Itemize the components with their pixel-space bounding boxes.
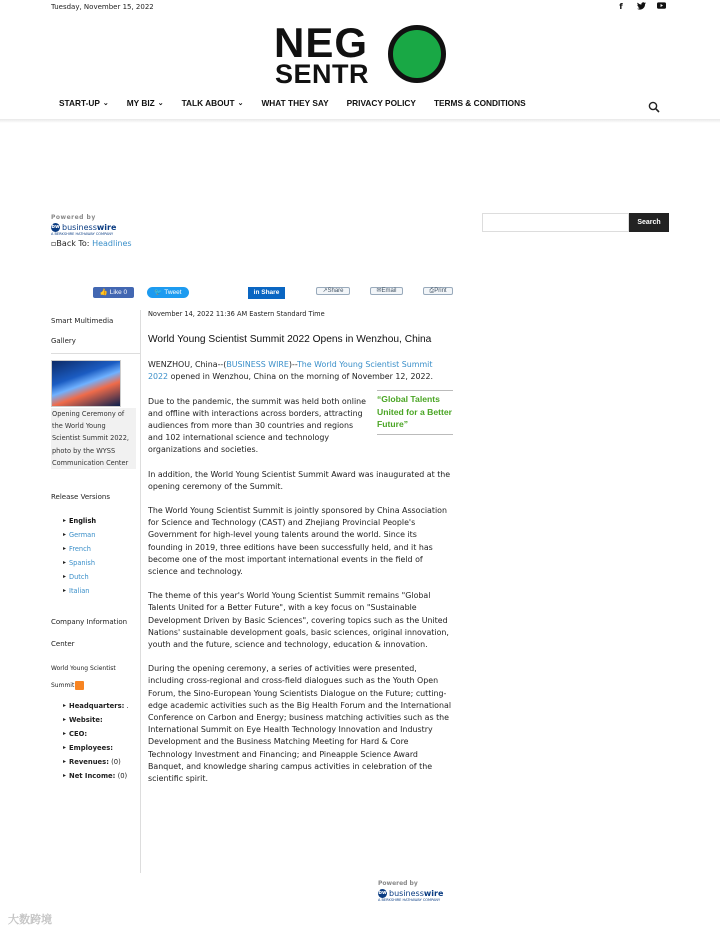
share-button[interactable]: ↗Share [316, 287, 350, 295]
main-nav [59, 98, 526, 108]
social-links [616, 2, 666, 12]
share-bar [0, 286, 720, 300]
version-german[interactable]: ▸ German [63, 528, 96, 542]
businesswire-link[interactable]: BUSINESS WIRE [226, 360, 289, 370]
print-button[interactable]: ⎙Print [423, 287, 453, 295]
youtube-icon[interactable] [656, 2, 666, 12]
article-paragraph-4: The World Young Scientist Summit is jointly sponsored by China Association for Science and Technology (CAST) and Zhejiang Provincial People's Government for high-level young talents around the world. Since its founding in 2019, three editions have been successfully held, and it has become one of the most important international events in the field of science and technology. [148, 506, 447, 577]
version-dutch[interactable]: ▸ Dutch [63, 570, 96, 584]
watermark: 大数跨境 [8, 913, 52, 926]
email-button[interactable]: ✉Email [370, 287, 403, 295]
linkedin-share-button[interactable]: in Share [248, 287, 285, 299]
company-info-title: Company Information [51, 618, 128, 626]
fact-ceo: ▸ CEO: [63, 727, 129, 741]
release-versions-list [63, 514, 96, 598]
share-icon: ↗ [322, 288, 328, 294]
businesswire-tagline: A BERKSHIRE HATHAWAY COMPANY [51, 232, 114, 236]
fact-net-income: ▸ Net Income: (0) [63, 769, 129, 783]
pull-quote: “Global Talents United for a Better Future” [377, 390, 453, 435]
summit-link[interactable]: The World Young Scientist Summit 2022 [148, 360, 433, 382]
fact-headquarters: ▸ Headquarters: . [63, 699, 129, 713]
facebook-like-button[interactable]: 👍 Like 0 [93, 287, 134, 298]
site-logo[interactable] [274, 19, 449, 89]
print-icon: ⎙ [429, 288, 435, 294]
nav-item-my-biz[interactable]: MY BIZ ⌄ [126, 98, 164, 108]
footer-powered-by-label: Powered by [378, 880, 418, 887]
fact-revenues: ▸ Revenues: (0) [63, 755, 129, 769]
article-paragraph-2: Due to the pandemic, the summit was held both online and offline with interactions across borders, attracting audiences from more than 30 countries and regions and 102 international science and technology organizations and societies. [148, 396, 366, 455]
search-input[interactable] [482, 213, 629, 232]
nav-item-privacy-policy[interactable]: PRIVACY POLICY [346, 98, 416, 108]
powered-by-businesswire[interactable] [51, 214, 116, 236]
article-paragraph-6: During the opening ceremony, a series of activities were presented, including cross-regional and cross-field dialogues such as the Youth Open Forum, the Sino-European Young Scientists Dialogue on the Future; cutting-edge academic activities such as the Big Health Forum and the International Conference on Carbon and Energy; business matching activities such as the International Summit on Eye Health Technology Innovation and Industry Development and the Business Matching Meeting for Hard & Core Technology Investment and Financing; and Pineapple Science Award Banquet, and knowledge sharing campus activities in celebration of the scientific spirit. [148, 664, 452, 784]
thumbs-up-icon: 👍 [99, 289, 108, 296]
current-date: Tuesday, November 15, 2022 [51, 3, 154, 11]
chevron-down-icon: ⌄ [157, 100, 164, 107]
broken-image-icon: ▫ [51, 239, 57, 248]
release-versions-title: Release Versions [51, 493, 110, 501]
gallery-caption: Opening Ceremony of the World Young Scientist Summit 2022, photo by the WYSS Communication Center [51, 408, 136, 469]
nav-item-start-up[interactable]: START-UP ⌄ [59, 98, 109, 108]
multimedia-title: Smart Multimedia [51, 317, 114, 325]
email-icon: ✉ [376, 288, 382, 294]
top-bar [0, 0, 720, 16]
divider [51, 353, 140, 354]
rss-icon[interactable] [75, 681, 84, 690]
version-english[interactable]: ▸ English [63, 514, 96, 528]
article-paragraph-5: The theme of this year's World Young Scientist Summit remains "Global Talents United for a Better Future", with a key focus on "Sustainable Development Driven by Basic Sciences", covering topics such as the United Nations' sustainable development goals, basic sciences, original innovation, youth and the future, science and technology, education & innovation. [148, 591, 449, 650]
article-title: World Young Scientist Summit 2022 Opens in Wenzhou, China [148, 334, 432, 346]
footer-businesswire-logo: bw businesswire [378, 889, 444, 898]
powered-by-label: Powered by [51, 214, 96, 221]
version-spanish[interactable]: ▸ Spanish [63, 556, 96, 570]
twitter-icon: 🐦 [154, 289, 163, 296]
businesswire-logo-icon: bw [378, 890, 387, 896]
search-button[interactable]: Search [629, 213, 669, 232]
fact-employees: ▸ Employees: [63, 741, 129, 755]
article-paragraph-3: In addition, the World Young Scientist Summit Award was inaugurated at the opening ceremony of the Summit. [148, 469, 451, 491]
facebook-icon[interactable]: f [619, 2, 623, 11]
twitter-icon[interactable] [636, 2, 646, 12]
company-info-title-2: Center [51, 640, 75, 648]
tweet-button[interactable]: 🐦 Tweet [147, 287, 189, 298]
businesswire-logo: bw businesswire [51, 223, 117, 232]
nav-item-terms[interactable]: TERMS & CONDITIONS [433, 98, 526, 108]
nav-item-what-they-say[interactable]: WHAT THEY SAY [261, 98, 329, 108]
logo-line-1: NEG [274, 19, 369, 66]
footer-businesswire-tagline: A BERKSHIRE HATHAWAY COMPANY [378, 898, 441, 902]
chevron-down-icon: ⌄ [102, 100, 109, 107]
logo-line-2: SENTR [275, 59, 370, 89]
company-name[interactable]: World Young Scientist Summit [51, 665, 116, 689]
header-divider [0, 119, 720, 123]
article [148, 308, 453, 785]
search-icon[interactable] [648, 98, 662, 112]
back-to-label: Back To: [56, 239, 90, 248]
nav-item-talk-about[interactable]: TALK ABOUT ⌄ [181, 98, 244, 108]
chevron-down-icon: ⌄ [237, 100, 244, 107]
company-facts [63, 699, 129, 783]
back-to [51, 239, 132, 248]
headlines-link[interactable]: Headlines [92, 239, 132, 248]
footer-powered-by[interactable] [378, 880, 443, 902]
fact-website: ▸ Website: [63, 713, 129, 727]
businesswire-logo-icon: bw [51, 224, 60, 230]
multimedia-title-2: Gallery [51, 337, 76, 345]
version-italian[interactable]: ▸ Italian [63, 584, 96, 598]
sidebar [51, 310, 141, 873]
gallery-thumbnail[interactable] [51, 360, 121, 407]
linkedin-icon: in [253, 289, 260, 296]
article-timestamp: November 14, 2022 11:36 AM Eastern Standard Time [148, 310, 325, 318]
article-lead: WENZHOU, China--(BUSINESS WIRE)--The World Young Scientist Summit 2022 opened in Wenzhou, China on the morning of November 12, 2022. [148, 360, 434, 382]
logo-circle [388, 25, 446, 83]
version-french[interactable]: ▸ French [63, 542, 96, 556]
